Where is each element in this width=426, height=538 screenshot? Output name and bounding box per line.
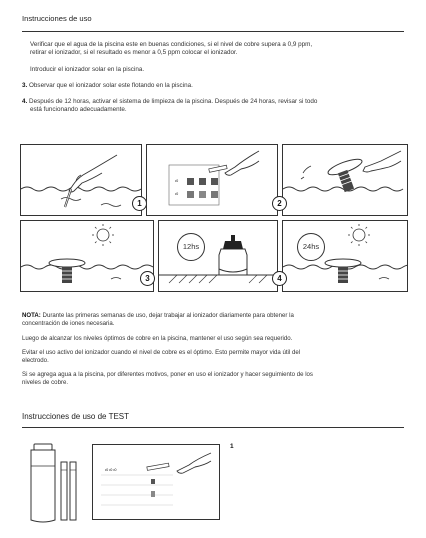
note-line-4-cont: niveles de cobre.	[22, 379, 69, 386]
svg-text:•0 •0 •0: •0 •0 •0	[105, 468, 117, 472]
panel-step-3-floating	[20, 220, 154, 292]
panel-step-4-check	[282, 220, 408, 292]
note-text: Durante las primeras semanas de uso, dejar trabajar al ionizador diariamente para obtener la	[40, 312, 294, 319]
note-label: NOTA:	[22, 312, 41, 319]
step-1-badge: 1	[132, 196, 147, 211]
test-heading-divider	[22, 427, 404, 428]
panel-2-illustration	[147, 145, 277, 215]
panel-step-4-filter	[158, 220, 278, 292]
panel-step-1-color-chart	[146, 144, 278, 216]
note-line-3-cont: electrodo.	[22, 357, 49, 364]
step-4-text: Después de 12 horas, activar el sistema de limpieza de la piscina. Después de 24 horas, revisar si todo	[29, 98, 318, 105]
note-line-2: Luego de alcanzar los niveles óptimos de cobre en la piscina, mantener el uso según sea requerido.	[22, 335, 293, 342]
test-panel-illustration	[93, 445, 219, 519]
step-4-badge: 4	[272, 271, 287, 286]
note-paragraph	[22, 312, 406, 320]
step-3-badge: 3	[140, 271, 155, 286]
heading-divider	[22, 31, 404, 32]
panel-5-illustration	[159, 221, 277, 291]
test-kit-illustration	[20, 440, 90, 525]
step-4-text-cont: está funcionando adecuadamente.	[30, 106, 127, 113]
step-2-badge: 2	[272, 196, 287, 211]
panel-4-illustration	[21, 221, 153, 291]
note-line-3: Evitar el uso activo del ionizador cuando el nivel de cobre es el óptimo. Esto permite mayor vida útil del	[22, 349, 301, 356]
step-3	[22, 82, 402, 90]
panel-step-2-insert-ionizer	[282, 144, 408, 216]
step-3-number: 3.	[22, 82, 28, 89]
svg-text:•0: •0	[175, 192, 179, 196]
step-2-text: Introducir el ionizador solar en la piscina.	[30, 66, 145, 73]
step-1-line1	[30, 41, 405, 49]
panel-step-1-test-water	[20, 144, 142, 216]
test-step-number: 1	[230, 443, 234, 450]
timer-12hs: 12hs	[177, 233, 205, 261]
step-1-text: Verificar que el agua de la piscina este en buenas condiciones, si el nivel de cobre supera a 0,9 ppm,	[30, 41, 313, 48]
step-1-line2	[30, 49, 405, 57]
step-1-text-cont: retirar el ionizador, si el resultado es menor a 0,5 ppm colocar el ionizador.	[30, 49, 238, 56]
step-3-text: Observar que el ionizador solar este flotando en la piscina.	[29, 82, 193, 89]
step-4-cont	[30, 106, 405, 114]
note-line-4: Si se agrega agua a la piscina, por diferentes motivos, poner en uso el ionizador y hacer seguimiento de los	[22, 371, 313, 378]
panel-1-illustration	[21, 145, 141, 215]
panel-3-illustration	[283, 145, 407, 215]
step-2	[30, 66, 405, 74]
note-paragraph-cont: concentración de iones necesaria.	[22, 320, 115, 327]
step-4-number: 4.	[22, 98, 28, 105]
page-heading-test: Instrucciones de uso de TEST	[22, 412, 130, 421]
page-heading-usage: Instrucciones de uso	[22, 14, 92, 23]
timer-24hs: 24hs	[297, 233, 325, 261]
test-color-chart-panel	[92, 444, 220, 520]
svg-text:•0: •0	[175, 179, 179, 183]
step-4	[22, 98, 402, 106]
